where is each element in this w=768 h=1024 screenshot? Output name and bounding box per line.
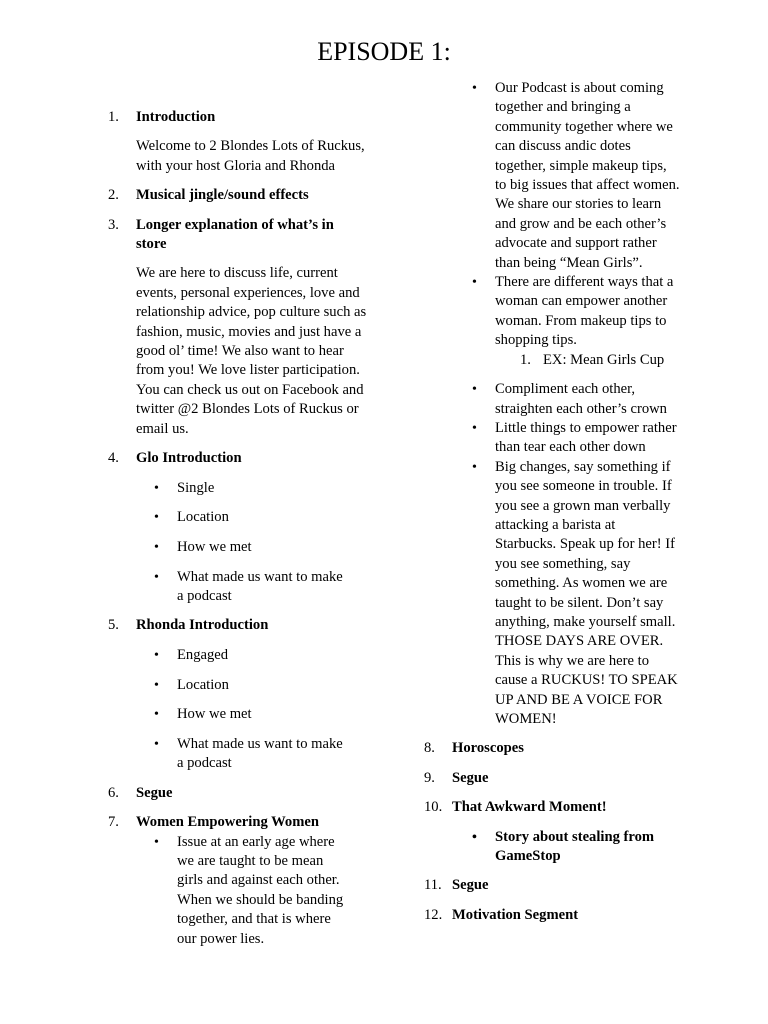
rhonda-bullet-list bbox=[152, 646, 348, 774]
item-heading: Introduction bbox=[136, 109, 216, 125]
bullet-item: • How we met bbox=[152, 538, 348, 557]
empower-bullet-list bbox=[470, 380, 680, 729]
item-heading: Longer explanation of what’s in store bbox=[136, 216, 334, 253]
item-heading: Horoscopes bbox=[452, 740, 524, 757]
bullet-item: • How we met bbox=[152, 705, 348, 724]
item-number: 4. bbox=[108, 450, 119, 467]
outline-item-segue bbox=[424, 876, 686, 895]
bullet-item: • Engaged bbox=[152, 646, 348, 665]
bullet-item: • Issue at an early age where we are taught to be mean girls and against each other. When we should be banding together, and that is where our power lies. bbox=[152, 833, 348, 949]
outline-item-longer-explanation bbox=[108, 216, 368, 439]
episode-title: EPISODE 1: bbox=[317, 37, 451, 66]
awkward-moment-bullet-list bbox=[470, 828, 680, 867]
sub-item-number: 1. bbox=[520, 351, 531, 368]
item-heading: That Awkward Moment! bbox=[452, 799, 607, 816]
outline-item-segue bbox=[424, 769, 686, 788]
outline-item-glo-introduction bbox=[108, 449, 368, 468]
outline-item-rhonda-introduction bbox=[108, 616, 368, 635]
sub-item-text: EX: Mean Girls Cup bbox=[543, 351, 665, 368]
bullet-item: • Compliment each other, straighten each other’s crown bbox=[470, 380, 680, 419]
bullet-item: • Little things to empower rather than tear each other down bbox=[470, 419, 680, 458]
item-number: 3. bbox=[108, 216, 119, 233]
bullet-item: • Our Podcast is about coming together and bringing a community together where we can discuss andic dotes together, simple makeup tips, to big issues that affect women. We share our stories to learn and grow and be each other’s advocate and support rather than being “Mean Girls”. bbox=[470, 79, 680, 273]
item-heading: Segue bbox=[452, 769, 489, 786]
item-number: 9. bbox=[424, 769, 435, 786]
podcast-bullet-list bbox=[470, 79, 680, 351]
outline-item-segue bbox=[108, 784, 368, 803]
item-number: 12. bbox=[424, 906, 443, 923]
bullet-item: • Story about stealing from GameStop bbox=[470, 828, 680, 867]
bullet-item: • What made us want to make a podcast bbox=[152, 735, 348, 774]
item-number: 11. bbox=[424, 877, 442, 894]
sub-numbered-item bbox=[424, 351, 686, 370]
item-heading: Motivation Segment bbox=[452, 906, 579, 923]
bullet-item: • Single bbox=[152, 479, 348, 498]
item-number: 5. bbox=[108, 617, 119, 634]
item-number: 1. bbox=[108, 109, 119, 125]
item-number: 6. bbox=[108, 784, 119, 801]
bullet-item: • Location bbox=[152, 676, 348, 695]
item-heading: Musical jingle/sound effects bbox=[136, 187, 309, 204]
item-number: 7. bbox=[108, 814, 119, 831]
bullet-item: • There are different ways that a woman can empower another woman. From makeup tips to shopping tips. bbox=[470, 273, 680, 351]
glo-bullet-list bbox=[152, 479, 348, 607]
outline-item-motivation-segment bbox=[424, 906, 686, 925]
outline-item-awkward-moment bbox=[424, 798, 686, 817]
item-heading: Segue bbox=[452, 877, 489, 894]
left-column bbox=[108, 108, 368, 949]
item-paragraph: We are here to discuss life, current events, personal experiences, love and relationship advice, pop culture such as fashion, music, movies and just have a good ol’ time! We also want to hear from you! We love lister participation. You can check us out on Facebook and twitter @2 Blondes Lots of Ruckus or email us. bbox=[136, 265, 367, 437]
item-heading: Segue bbox=[136, 784, 173, 801]
item-heading: Glo Introduction bbox=[136, 450, 242, 467]
item-heading: Women Empowering Women bbox=[136, 814, 319, 831]
right-column bbox=[424, 79, 686, 925]
outline-item-introduction bbox=[108, 108, 368, 176]
outline-item-horoscopes bbox=[424, 739, 686, 758]
bullet-item: • Big changes, say something if you see someone in trouble. If you see a grown man verbally attacking a barista at Starbucks. Speak up for her! If you see something, say something. As women we are taught to be silent. Don’t say anything, make yourself small. THOSE DAYS ARE OVER. This is why we are here to cause a RUCKUS! TO SPEAK UP AND BE A VOICE FOR WOMEN! bbox=[470, 458, 680, 730]
bullet-item: • Location bbox=[152, 508, 348, 527]
item-number: 2. bbox=[108, 187, 119, 204]
item-heading: Rhonda Introduction bbox=[136, 617, 269, 634]
women-empowering-bullet-list bbox=[152, 833, 348, 949]
item-number: 10. bbox=[424, 799, 443, 816]
item-paragraph: Welcome to 2 Blondes Lots of Ruckus, with your host Gloria and Rhonda bbox=[136, 138, 365, 174]
bullet-item: • What made us want to make a podcast bbox=[152, 568, 348, 607]
outline-item-musical-jingle bbox=[108, 186, 368, 205]
outline-item-women-empowering-women bbox=[108, 813, 368, 832]
item-number: 8. bbox=[424, 740, 435, 757]
